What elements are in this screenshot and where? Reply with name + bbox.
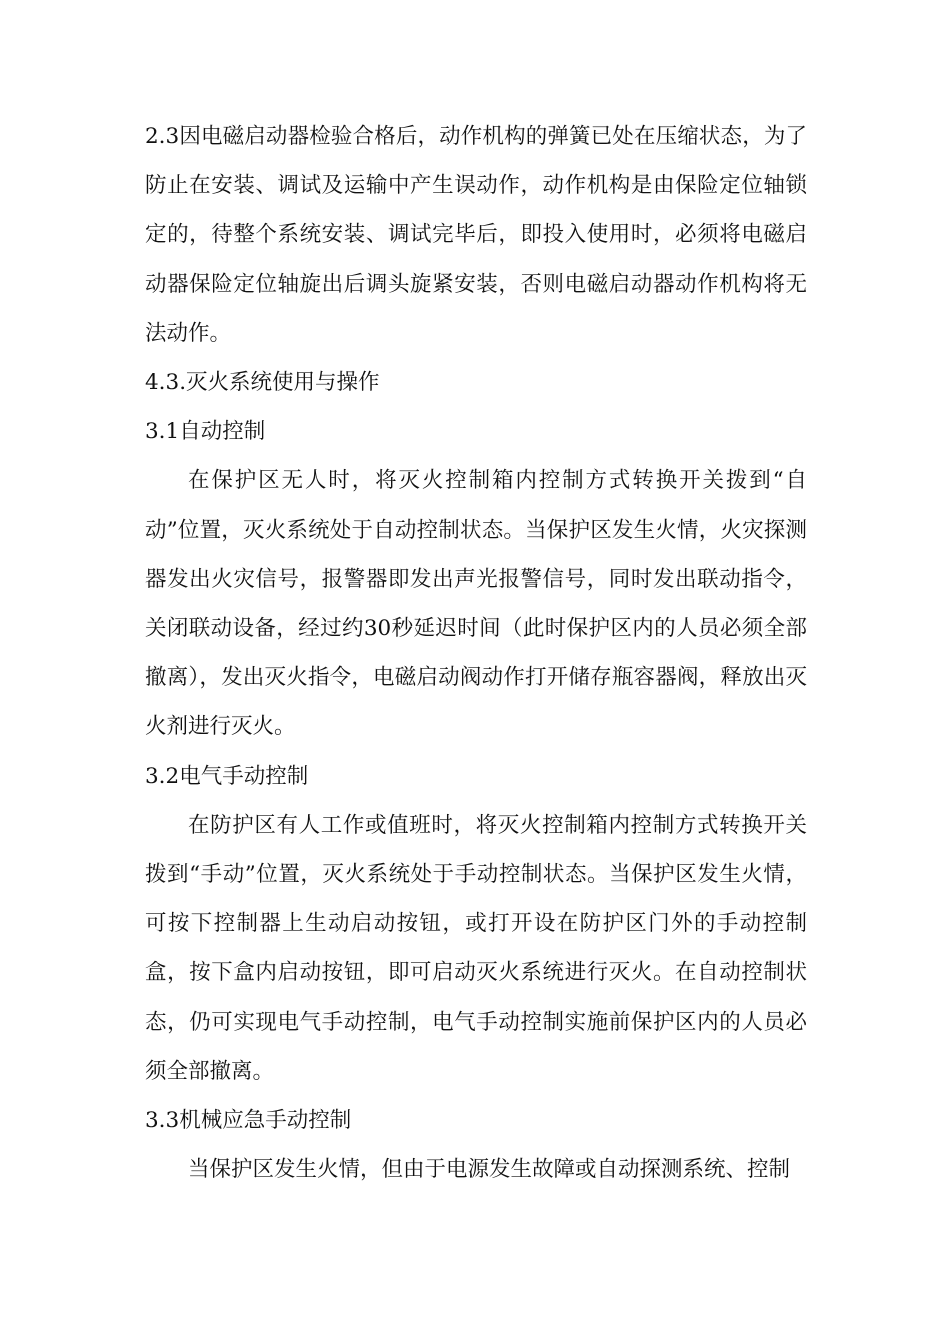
subsection-heading-3-3: 3.3机械应急手动控制 [145, 1108, 352, 1134]
paragraph-3-3-mechanical-emergency-control: 当保护区发生火情，但由于电源发生故障或自动探测系统、控制 [188, 1157, 791, 1183]
paragraph-2-3-safety-pin: 2.3因电磁启动器检验合格后，动作机构的弹簧已处在压缩状态，为了防止在安装、调试及运输中产生误动作，动作机构是由保险定位轴锁定的，待整个系统安装、调试完毕后，即投入使用时，必须将电磁启动器保险定位轴旋出后调头旋紧安装，否则电磁启动器动作机构将无法动作。 [145, 124, 807, 346]
paragraph-3-2-electric-manual-control: 在防护区有人工作或值班时，将灭火控制箱内控制方式转换开关拨到“手动”位置，灭火系统处于手动控制状态。当保护区发生火情，可按下控制器上生动启动按钮，或打开设在防护区门外的手动控制盒，按下盒内启动按钮，即可启动灭火系统进行灭火。在自动控制状态，仍可实现电气手动控制，电气手动控制实施前保护区内的人员必须全部撤离。 [145, 812, 807, 1084]
paragraph-3-1-automatic-control: 在保护区无人时，将灭火控制箱内控制方式转换开关拨到“自动”位置，灭火系统处于自动控制状态。当保护区发生火情，火灾探测器发出火灾信号，报警器即发出声光报警信号，同时发出联动指令，关闭联动设备，经过约30秒延迟时间（此时保护区内的人员必须全部撤离），发出灭火指令，电磁启动阀动作打开储存瓶容器阀，释放出灭火剂进行灭火。 [145, 468, 807, 740]
document-body [145, 112, 807, 1194]
subsection-heading-3-2: 3.2电气手动控制 [145, 763, 309, 789]
section-heading-4-3: 4.3.灭火系统使用与操作 [145, 370, 380, 396]
subsection-heading-3-1: 3.1自动控制 [145, 419, 266, 445]
